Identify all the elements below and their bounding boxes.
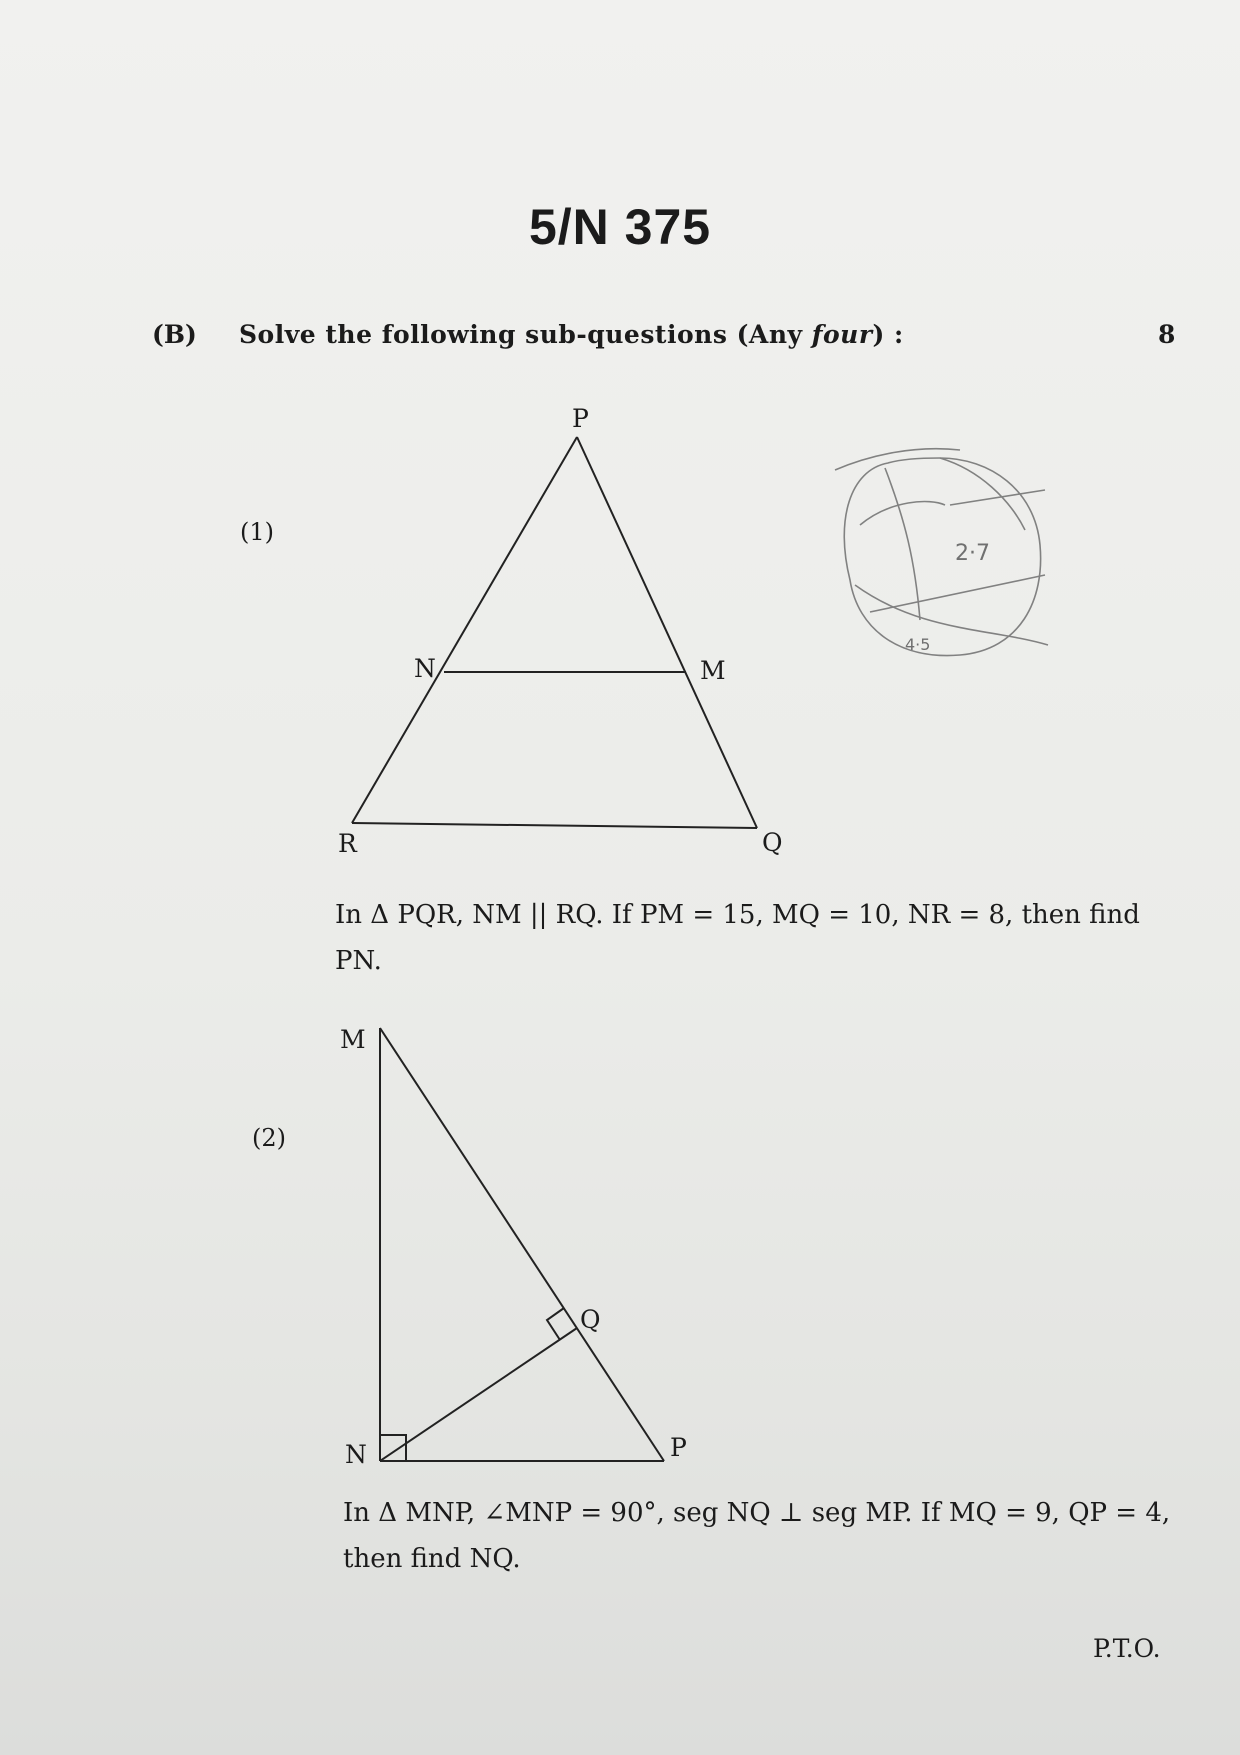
side-pr [352, 437, 577, 823]
fig1-label-p: P [572, 404, 589, 433]
question-2-number: (2) [252, 1124, 286, 1152]
figure-2-triangle-mnp [380, 1028, 664, 1461]
pto-label: P.T.O. [1093, 1634, 1161, 1663]
pencil-doodle [835, 449, 1048, 656]
question-2-text: In Δ MNP, ∠MNP = 90°, seg NQ ⊥ seg MP. If MQ = 9, QP = 4, then find NQ. [343, 1498, 1171, 1574]
side-pq [577, 437, 757, 828]
fig1-label-m: M [700, 656, 726, 685]
fig1-label-n: N [414, 654, 436, 683]
side-rq [352, 823, 757, 828]
section-label: (B) [152, 320, 197, 349]
section-marks: 8 [1158, 320, 1176, 349]
fig2-label-m: M [340, 1025, 366, 1054]
fig1-label-r: R [338, 829, 357, 858]
fig2-label-q: Q [580, 1305, 601, 1334]
right-angle-mark-n [380, 1435, 406, 1461]
question-1-number: (1) [240, 518, 274, 546]
doodle-text-top: 2·7 [955, 541, 990, 566]
fig2-label-p: P [670, 1433, 687, 1462]
fig2-label-n: N [345, 1440, 367, 1469]
fig1-label-q: Q [762, 828, 783, 857]
right-angle-mark-q [547, 1308, 564, 1340]
side-mp [380, 1028, 664, 1461]
section-instruction: Solve the following sub-questions (Any four) : [239, 320, 904, 349]
doodle-text-bottom: 4·5 [905, 635, 931, 654]
question-1-text: In Δ PQR, NM || RQ. If PM = 15, MQ = 10, NR = 8, then find PN. [335, 900, 1140, 976]
paper-code: 5/N 375 [528, 199, 712, 255]
segment-nq [380, 1328, 577, 1461]
figure-1-triangle-pqr [352, 437, 757, 828]
